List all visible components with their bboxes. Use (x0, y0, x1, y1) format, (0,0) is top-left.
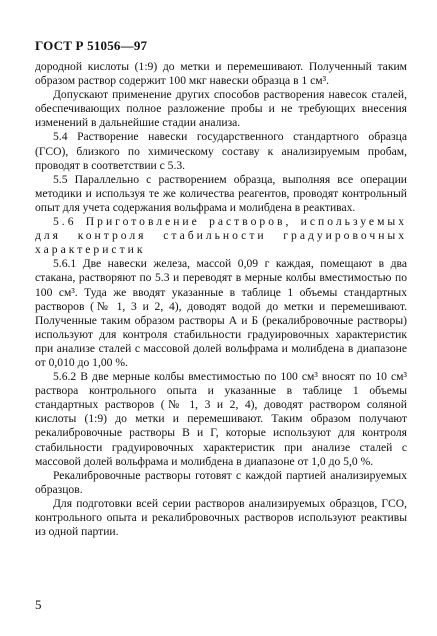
section-heading-5-6: 5.6 Приготовление растворов, используемых для контроля стабильности градуировочных характеристик (35, 215, 407, 257)
document-header: ГОСТ Р 51056—97 (35, 38, 148, 53)
paragraph-reagents: Для подготовки всей серии растворов анализируемых образцов, ГСО, контрольного опыта и рекалибровочных растворов используют реактивы из одной партии. (35, 496, 407, 539)
paragraph-5-6-1: 5.6.1 Две навески железа, массой 0,09 г каждая, помещают в два стакана, растворяют по 5.3 и переводят в мерные колбы вместимостью по 100 см³. Туда же вводят указанные в таблице 1 объемы стандартных растворов (№ 1, 3 и 2, 4), доводят водой до метки и перемешивают. Полученные таким образом растворы А и Б (рекалибровочные растворы) используют для контроля стабильности градуировочных характеристик при анализе сталей с массовой долей вольфрама и молибдена в диапазоне от 0,010 до 1,00 %. (35, 257, 407, 369)
paragraph-5-5: 5.5 Параллельно с растворением образца, выполняя все операции методики и используя те же количества реагентов, проводят контрольный опыт для учета содержания вольфрама и молибдена в реактивах. (35, 172, 407, 214)
paragraph-5-4: 5.4 Растворение навески государственного стандартного образца (ГСО), близкого по химическому составу к анализируемым пробам, проводят в соответствии с 5.3. (35, 130, 407, 172)
paragraph-recalibration: Рекалибровочные растворы готовят с каждой партией анализируемых образцов. (35, 468, 407, 496)
paragraph-dissolution-methods: Допускают применение других способов растворения навесок сталей, обеспечивающих полное разложение пробы и не требующих внесения изменений в дальнейшие стадии анализа. (35, 88, 407, 130)
page-number: 5 (35, 597, 42, 612)
paragraph-continuation: дородной кислоты (1:9) до метки и перемешивают. Полученный таким образом раствор содержит 100 мкг навески образца в 1 см³. (35, 60, 407, 88)
document-body (35, 60, 407, 539)
paragraph-5-6-2: 5.6.2 В две мерные колбы вместимостью по 100 см³ вносят по 10 см³ раствора контрольного опыта и указанные в таблице 1 объемы стандартных растворов (№ 1, 3 и 2, 4), доводят раствором соляной кислоты (1:9) до метки и перемешивают. Таким образом получают рекалибровочные растворы В и Г, которые используют для контроля стабильности градуировочных характеристик при анализе сталей с массовой долей вольфрама и молибдена в диапазоне от 1,0 до 5,0 %. (35, 370, 407, 468)
